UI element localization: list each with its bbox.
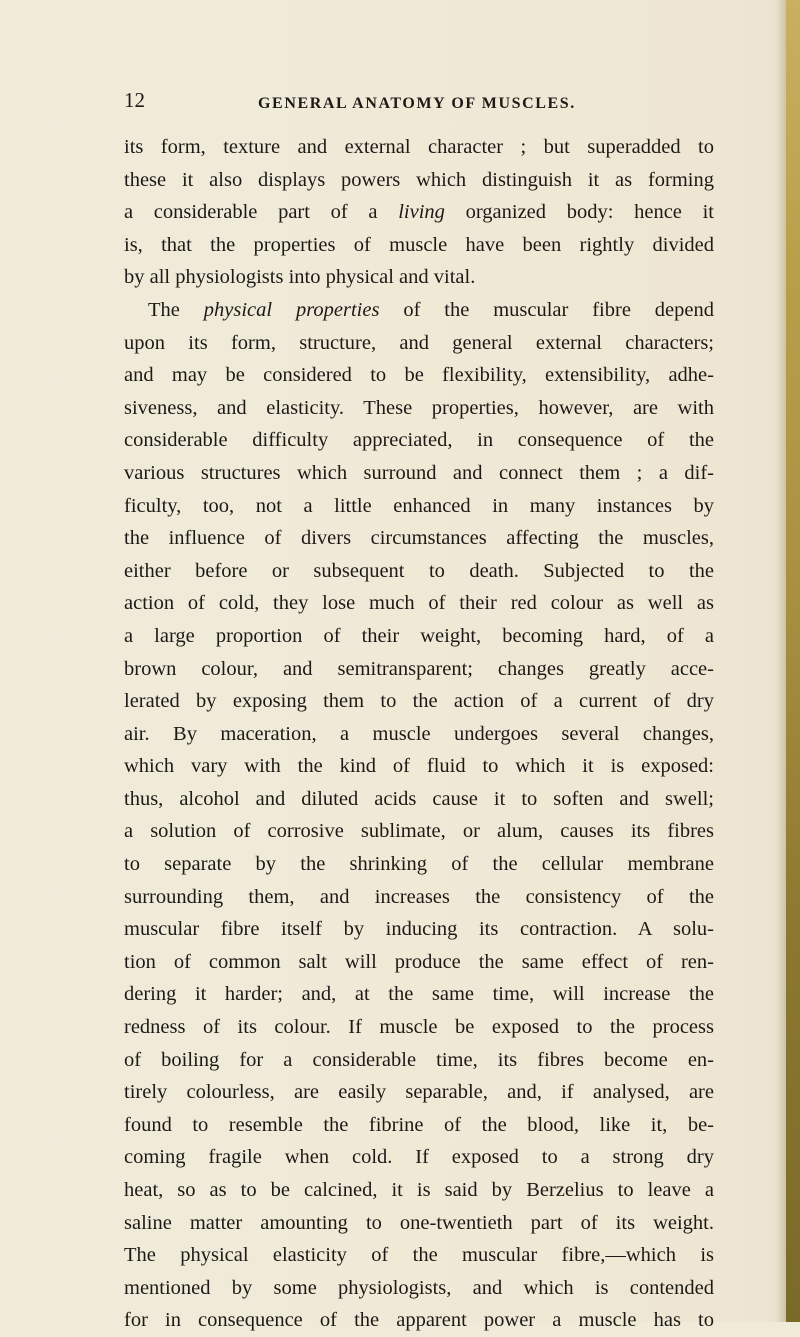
text-line: for in consequence of the apparent power a muscle has to <box>124 1309 714 1332</box>
text-line: mentioned by some physiologists, and which is contended <box>124 1276 714 1299</box>
text-segment: of the muscular fibre depend <box>379 298 714 321</box>
italic-phrase: physical properties <box>203 298 380 321</box>
text-line: the influence of divers circumstances affecting the muscles, <box>124 527 714 550</box>
text-line: of boiling for a considerable time, its fibres become en- <box>124 1048 714 1071</box>
text-line: saline matter amounting to one-twentieth part of its weight. <box>124 1211 714 1234</box>
text-line: dering it harder; and, at the same time, will increase the <box>124 983 714 1006</box>
text-line: tion of common salt will produce the same effect of ren- <box>124 950 714 973</box>
text-line: by all physiologists into physical and vital. <box>124 266 476 289</box>
text-segment: organized body: hence it <box>444 201 714 224</box>
text-line: various structures which surround and connect them ; a dif- <box>124 461 714 484</box>
text-line: redness of its colour. If muscle be exposed to the process <box>124 1016 714 1039</box>
page-number: 12 <box>124 88 145 112</box>
running-head: GENERAL ANATOMY OF MUSCLES. <box>258 95 576 112</box>
page-gutter-shadow <box>776 0 786 1322</box>
text-line: coming fragile when cold. If exposed to a strong dry <box>124 1146 714 1169</box>
page-edge <box>786 0 800 1322</box>
text-line: siveness, and elasticity. These properties, however, are with <box>124 396 714 419</box>
text-line: is, that the properties of muscle have been rightly divided <box>124 233 714 256</box>
text-line <box>124 294 714 327</box>
text-segment: The <box>148 298 204 321</box>
text-line: either before or subsequent to death. Subjected to the <box>124 559 714 582</box>
text-line: heat, so as to be calcined, it is said by Berzelius to leave a <box>124 1179 714 1201</box>
text-line: lerated by exposing them to the action of a current of dry <box>124 690 714 713</box>
text-line: and may be considered to be flexibility, extensibility, adhe- <box>124 364 714 387</box>
text-line: thus, alcohol and diluted acids cause it to soften and swell; <box>124 787 714 810</box>
text-line: surrounding them, and increases the consistency of the <box>124 885 714 908</box>
text-line: considerable difficulty appreciated, in consequence of the <box>124 429 714 452</box>
italic-word: living <box>398 201 445 224</box>
text-line: ficulty, too, not a little enhanced in many instances by <box>124 494 714 517</box>
text-line: to separate by the shrinking of the cellular membrane <box>124 853 714 876</box>
text-line: which vary with the kind of fluid to which it is exposed: <box>124 755 714 778</box>
text-line <box>124 196 714 229</box>
text-line: The physical elasticity of the muscular fibre,—which is <box>124 1244 714 1267</box>
text-line: these it also displays powers which distinguish it as forming <box>124 168 714 191</box>
text-line: its form, texture and external character ; but superadded to <box>124 136 714 158</box>
text-segment: a considerable part of a <box>124 201 399 224</box>
text-line: a solution of corrosive sublimate, or alum, causes its fibres <box>124 820 714 843</box>
text-line: tirely colourless, are easily separable, and, if analysed, are <box>124 1081 714 1104</box>
text-line: brown colour, and semitransparent; changes greatly acce- <box>124 657 714 680</box>
text-line: found to resemble the fibrine of the blood, like it, be- <box>124 1113 714 1136</box>
text-line: action of cold, they lose much of their red colour as well as <box>124 592 714 615</box>
text-line: muscular fibre itself by inducing its contraction. A solu- <box>124 918 714 941</box>
text-line: a large proportion of their weight, becoming hard, of a <box>124 624 714 647</box>
text-line: air. By maceration, a muscle undergoes several changes, <box>124 722 714 745</box>
body-text <box>124 131 714 1337</box>
text-line: upon its form, structure, and general external characters; <box>124 331 714 354</box>
